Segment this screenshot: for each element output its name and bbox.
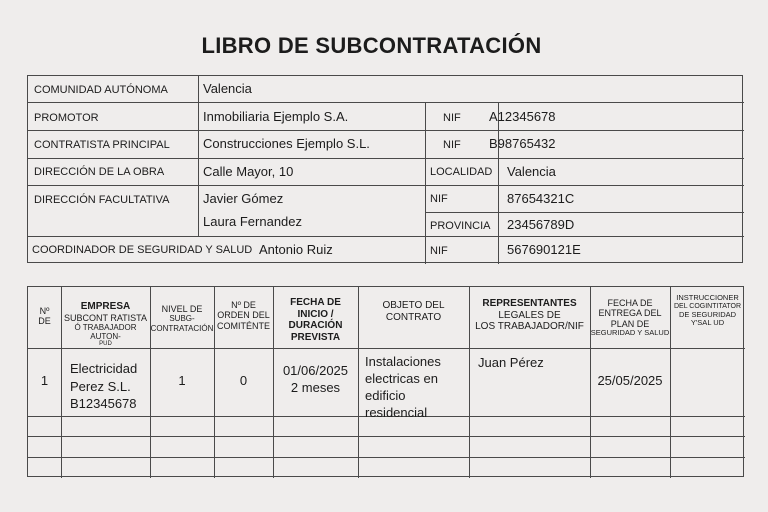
comunidad-label: COMUNIDAD AUTÓNOMA xyxy=(34,84,168,96)
promotor-value: Inmobiliaria Ejemplo S.A. xyxy=(203,109,349,124)
provincia-label: PROVINCIA xyxy=(430,220,491,232)
header-empresa: EMPRESA SUBCONT RATISTA Ó TRABAJADOR AUTON- PUD xyxy=(63,301,147,348)
header-fecha-inicio: FECHA DE INICIO / DURACIÓN PREVISTA xyxy=(288,297,343,343)
facultativa-value-1: Javier Gómez xyxy=(203,191,284,206)
promotor-nif-value: A12345678 xyxy=(489,109,556,124)
header-info-box xyxy=(27,75,743,263)
page-title: LIBRO DE SUBCONTRATACIÓN xyxy=(201,33,542,58)
contratista-value: Construcciones Ejemplo S.L. xyxy=(203,136,370,151)
contratista-nif-value: B98765432 xyxy=(489,136,556,151)
header-objeto: OBJETO DEL CONTRATO xyxy=(382,300,445,323)
direccion-label: DIRECCIÓN DE LA OBRA xyxy=(34,166,165,178)
row-fecha: 01/06/2025 2 meses xyxy=(282,363,349,395)
header-num: Nº DE xyxy=(38,306,51,327)
contratista-label: CONTRATISTA PRINCIPAL xyxy=(34,139,170,151)
localidad-value: Valencia xyxy=(507,164,556,179)
promotor-nif-label: NIF xyxy=(443,112,461,124)
coordinador-nif-label: NIF xyxy=(430,245,448,257)
coordinador-value: Antonio Ruiz xyxy=(259,242,333,257)
facultativa-nif-value: 87654321C xyxy=(507,191,575,206)
facultativa-nif-label: NIF xyxy=(430,193,448,205)
facultativa-label: DIRECCIÓN FACULTATIVA xyxy=(34,194,170,206)
header-nivel: NIVEL DE SUBG- CONTRATACIÓN xyxy=(150,304,214,333)
provincia-value: 23456789D xyxy=(507,217,575,232)
row-num: 1 xyxy=(40,373,49,388)
promotor-label: PROMOTOR xyxy=(34,112,99,124)
row-orden: 0 xyxy=(239,373,248,388)
contratista-nif-label: NIF xyxy=(443,139,461,151)
comunidad-value: Valencia xyxy=(203,81,252,96)
coordinador-label: COORDINADOR DE SEGURIDAD Y SALUD xyxy=(32,244,253,256)
localidad-label: LOCALIDAD xyxy=(430,166,493,178)
direccion-value: Calle Mayor, 10 xyxy=(203,164,294,179)
header-representantes: REPRESENTANTES LEGALES DE LOS TRABAJADOR/NIF xyxy=(475,298,584,332)
header-instrucciones: INSTRUCCIONER DEL COGINTITATOR DE SEGURIDAD Y'SAL UD xyxy=(673,293,742,328)
row-entrega: 25/05/2025 xyxy=(597,373,663,388)
row-objeto: Instalaciones electricas en edificio residencial xyxy=(365,354,441,420)
header-entrega: FECHA DE ENTREGA DEL PLAN DE SEGURIDAD Y SALUD xyxy=(590,298,670,338)
coordinador-nif-value: 567690121E xyxy=(507,242,581,257)
row-nivel: 1 xyxy=(178,373,186,388)
subcontract-table xyxy=(27,286,744,477)
row-empresa: Electricidad Perez S.L. B12345678 xyxy=(70,361,138,412)
row-representantes: Juan Pérez xyxy=(478,355,544,370)
facultativa-value-2: Laura Fernandez xyxy=(203,214,303,229)
header-orden: Nº DE ORDEN DEL COMITÉNTE xyxy=(217,300,270,331)
